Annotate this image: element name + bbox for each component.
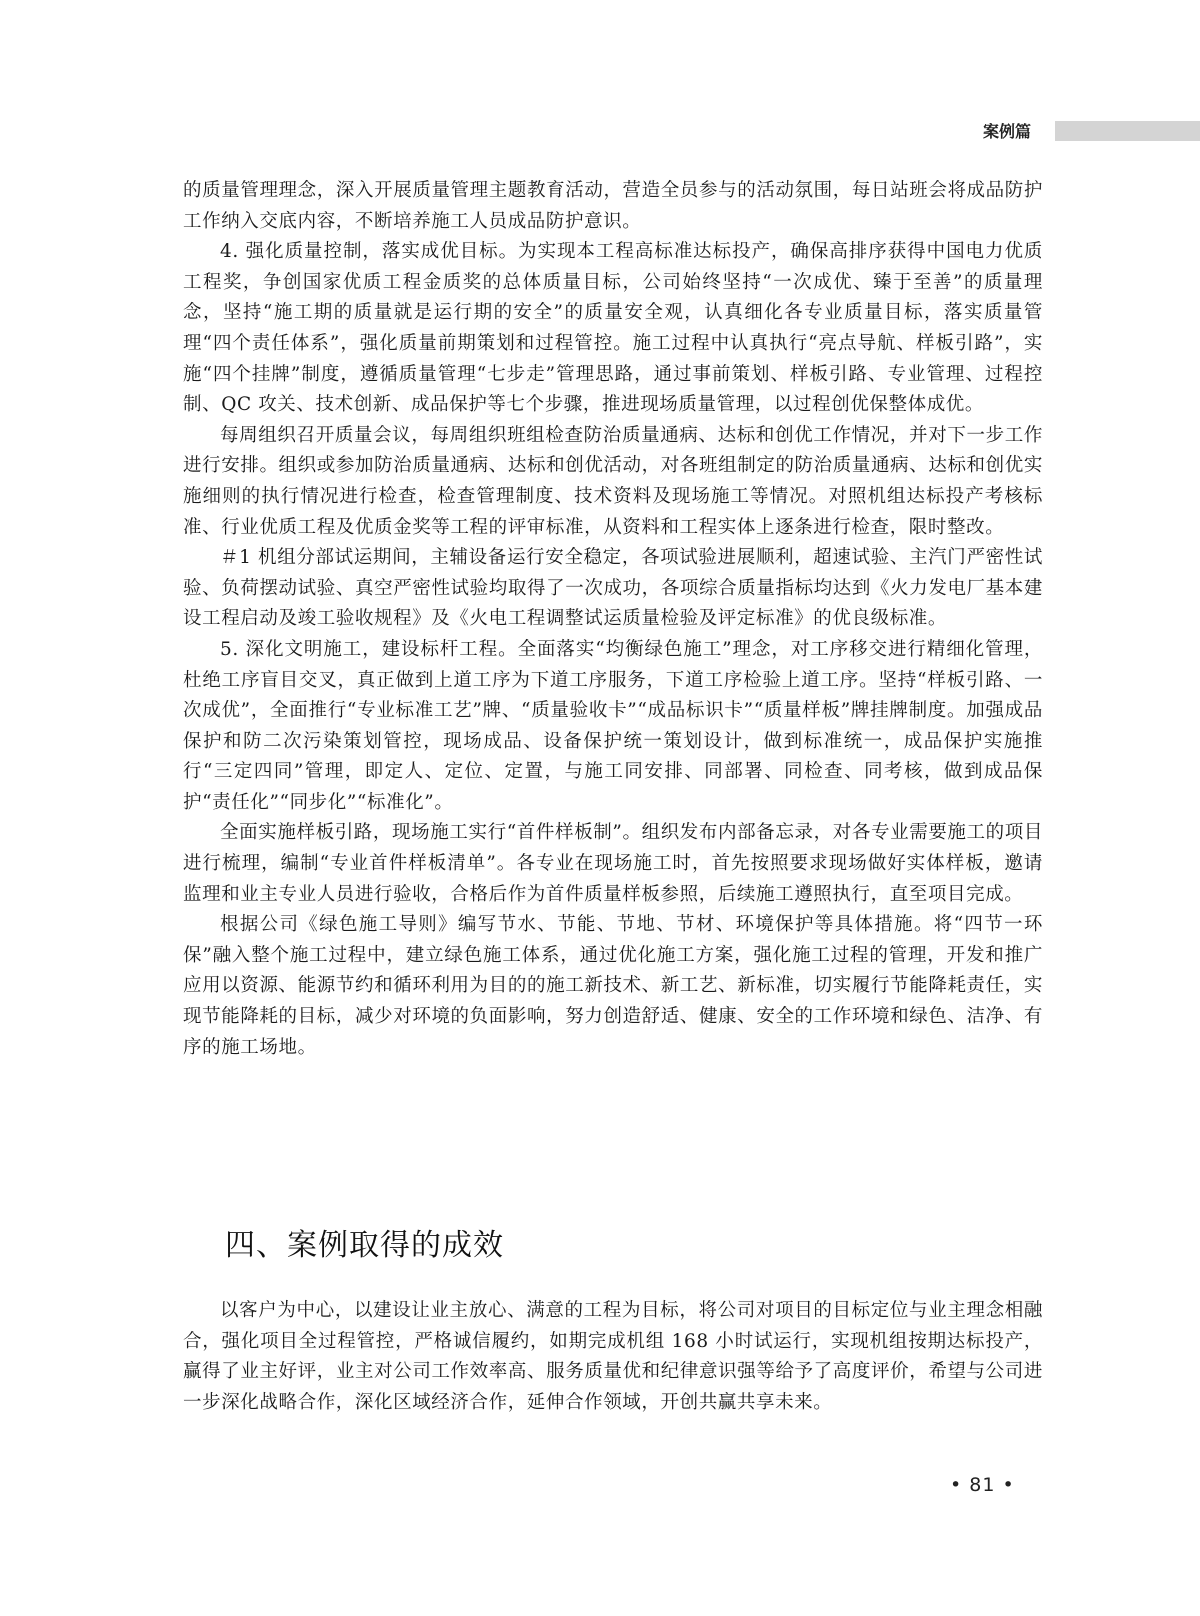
paragraph-sample-guidance: 全面实施样板引路，现场施工实行“首件样板制”。组织发布内部备忘录，对各专业需要施工的项目进行梳理，编制“专业首件样板清单”。各专业在现场施工时，首先按照要求现场做好实体样板，邀请监理和业主专业人员进行验收，合格后作为首件质量样板参照，后续施工遵照执行，直至项目完成。 bbox=[183, 822, 1043, 905]
paragraph-results: 以客户为中心，以建设让业主放心、满意的工程为目标，将公司对项目的目标定位与业主理念相融合，强化项目全过程管控，严格诚信履约，如期完成机组 168 小时试运行，实现机组按期达标投产，赢得了业主好评，业主对公司工作效率高、服务质量优和纪律意识强等给予了高度评价，希望与公司进一步深化战略合作，深化区域经济合作，延伸合作领域，开创共赢共享未来。 bbox=[183, 1300, 1043, 1413]
paragraph-weekly-meeting: 每周组织召开质量会议，每周组织班组检查防治质量通病、达标和创优工作情况，并对下一步工作进行安排。组织或参加防治质量通病、达标和创优活动，对各班组制定的防治质量通病、达标和创优实施细则的执行情况进行检查，检查管理制度、技术资料及现场施工等情况。对照机组达标投产考核标准、行业优质工程及优质金奖等工程的评审标准，从资料和工程实体上逐条进行检查，限时整改。 bbox=[183, 424, 1043, 538]
paragraph-continued: 的质量管理理念，深入开展质量管理主题教育活动，营造全员参与的活动氛围，每日站班会将成品防护工作纳入交底内容，不断培养施工人员成品防护意识。 bbox=[183, 180, 1043, 232]
paragraph-quality-control: 4. 强化质量控制，落实成优目标。为实现本工程高标准达标投产，确保高排序获得中国电力优质工程奖，争创国家优质工程金质奖的总体质量目标，公司始终坚持“一次成优、臻于至善”的质量理念，坚持“施工期的质量就是运行期的安全”的质量安全观，认真细化各专业质量目标，落实质量管理“四个责任体系”，强化质量前期策划和过程管控。施工过程中认真执行“亮点导航、样板引路”，实施“四个挂牌”制度，遵循质量管理“七步走”管理思路，通过事前策划、样板引路、专业管理、过程控制、QC 攻关、技术创新、成品保护等七个步骤，推进现场质量管理，以过程创优保整体成优。 bbox=[183, 241, 1043, 416]
paragraph-unit1-trial: ＃1 机组分部试运期间，主辅设备运行安全稳定，各项试验进展顺利，超速试验、主汽门严密性试验、负荷摆动试验、真空严密性试验均取得了一次成功，各项综合质量指标均达到《火力发电厂基本建设工程启动及竣工验收规程》及《火电工程调整试运质量检验及评定标准》的优良级标准。 bbox=[183, 547, 1043, 630]
page-number: • 81 • bbox=[950, 1474, 1015, 1496]
paragraph-green-construction: 根据公司《绿色施工导则》编写节水、节能、节地、节材、环境保护等具体措施。将“四节一环保”融入整个施工过程中，建立绿色施工体系，通过优化施工方案，强化施工过程的管理，开发和推广应用以资源、能源节约和循环利用为目的的施工新技术、新工艺、新标准，切实履行节能降耗责任，实现节能降耗的目标，减少对环境的负面影响，努力创造舒适、健康、安全的工作环境和绿色、洁净、有序的施工场地。 bbox=[183, 914, 1043, 1058]
paragraph-civilized-construction: 5. 深化文明施工，建设标杆工程。全面落实“均衡绿色施工”理念，对工序移交进行精细化管理，杜绝工序盲目交叉，真正做到上道工序为下道工序服务，下道工序检验上道工序。坚持“样板引路、一次成优”，全面推行“专业标准工艺”牌、“质量验收卡”“成品标识卡”“质量样板”牌挂牌制度。加强成品保护和防二次污染策划管控，现场成品、设备保护统一策划设计，做到标准统一，成品保护实施推行“三定四同”管理，即定人、定位、定置，与施工同安排、同部署、同检查、同考核，做到成品保护“责任化”“同步化”“标准化”。 bbox=[183, 638, 1043, 813]
running-header-bar bbox=[1055, 121, 1200, 141]
body-text bbox=[183, 176, 1043, 1063]
section-heading: 四、案例取得的成效 bbox=[225, 1228, 504, 1263]
running-header-label: 案例篇 bbox=[983, 122, 1032, 141]
section-body bbox=[183, 1296, 1043, 1418]
